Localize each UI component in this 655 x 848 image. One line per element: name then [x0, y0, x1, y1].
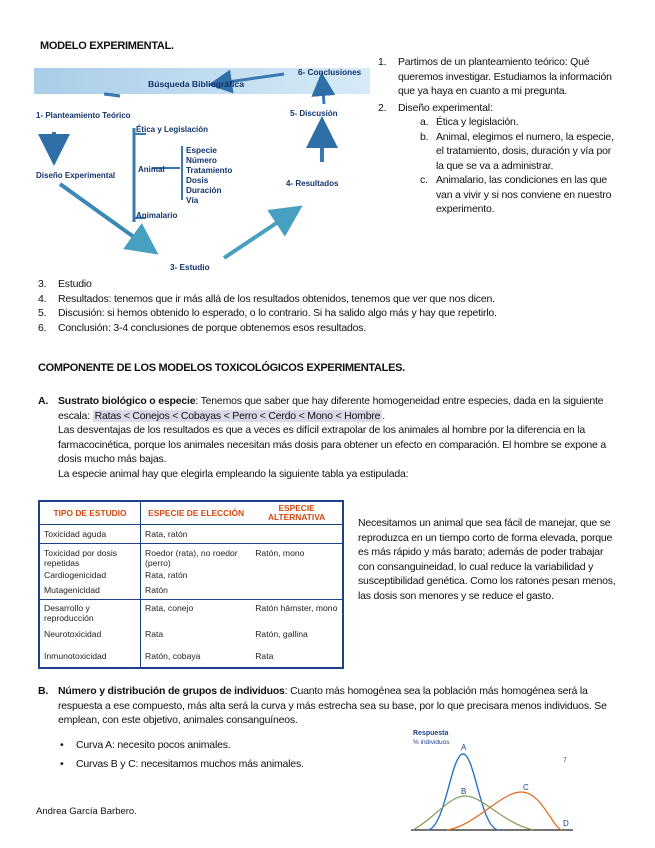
table-header-row	[39, 501, 343, 525]
label-animalario: Animalario	[136, 211, 178, 220]
arrow-from-estudio	[224, 210, 296, 258]
table-cell: Cardiogenicidad	[39, 568, 141, 582]
attr-duracion: Duración	[186, 186, 222, 195]
curve-label-d: D	[563, 819, 569, 828]
bullet-list	[60, 738, 380, 771]
section-letter: A.	[38, 395, 49, 407]
list-number: 2.	[378, 101, 387, 114]
scale-end: .	[382, 409, 385, 422]
table-row	[39, 582, 343, 600]
bullet-item	[60, 738, 380, 753]
table-row	[39, 544, 343, 569]
sub-text: Ética y legislación.	[436, 116, 519, 128]
step-number: 3.	[38, 278, 47, 290]
table-cell	[251, 525, 343, 544]
section-letter: B.	[38, 685, 49, 697]
step-text: Resultados: tenemos que ir más allá de los resultados obtenidos, tenemos que ver que nos dicen.	[58, 292, 495, 305]
list-text: Partimos de un planteamiento teórico: Qué queremos investigar. Estudiamos la información que ya haya en cuanto a mi pregunta.	[398, 56, 612, 97]
step-number: 5.	[38, 307, 47, 319]
step-item	[38, 277, 628, 292]
label-etica: Ética y Legislación	[136, 125, 209, 134]
label-discusion: 5- Discusión	[290, 109, 338, 118]
title-components: COMPONENTE DE LOS MODELOS TOXICOLÓGICOS EXPERIMENTALES.	[38, 362, 405, 374]
table-cell	[251, 582, 343, 600]
section-a-heading: Sustrato biológico o especie	[58, 395, 196, 407]
curve-ylabel-2: % individuos	[413, 739, 450, 746]
table-row	[39, 525, 343, 544]
attr-tratamiento: Tratamiento	[186, 166, 233, 175]
table-cell: Ratón	[141, 582, 252, 600]
step-item	[38, 306, 628, 321]
right-list	[378, 55, 618, 217]
species-scale: Ratas < Conejos < Cobayas < Perro < Cerdo < Mono < Hombre	[94, 409, 381, 422]
section-b-text: : Cuanto más homogénea sea la población más homogénea será la respuesta a ese compuesto, más alta será la curva y más estrecha sea su base, por lo que precisara menos individuos. Se emplean, con este objetivo, animales consanguíneos.	[58, 685, 607, 726]
section-a-para3: La especie animal hay que elegirla empleando la siguiente tabla ya estipulada:	[58, 467, 409, 480]
experimental-model-diagram	[34, 62, 370, 280]
attr-dosis: Dosis	[186, 176, 209, 185]
curve-label-a: A	[461, 743, 467, 752]
distribution-curves	[405, 726, 585, 836]
header-tipo: TIPO DE ESTUDIO	[39, 501, 141, 525]
curve-label-b: B	[461, 787, 467, 796]
sub-letter: b.	[420, 130, 429, 143]
section-a-intro: : Tenemos que saber que hay diferente homogeneidad entre especies, dada en la siguiente escala:	[58, 395, 604, 422]
attr-especie: Especie	[186, 146, 217, 155]
section-a-para2: Las desventajas de los resultados es que a veces es difícil extrapolar de los animales al hombre por la diferencia en la farmacocinética, porque los animales necesitan más dosis para obtener un efecto en comparación. El hombre se expone a dosis mucho más bajas.	[58, 424, 607, 465]
table-cell: Rata, conejo	[145, 603, 194, 613]
sub-item	[378, 173, 618, 217]
sub-text: Animalario, las condiciones en las que van a vivir y si nos conviene en nuestro experimento.	[436, 174, 612, 215]
label-animal: Animal	[138, 165, 165, 174]
table-cell: Ratón, mono	[255, 548, 305, 558]
step-text: Conclusión: 3-4 conclusiones de porque obtenemos esos resultados.	[58, 321, 367, 334]
label-conclusiones: 6- Conclusiones	[298, 68, 362, 77]
label-resultados: 4- Resultados	[286, 179, 339, 188]
label-estudio: 3- Estudio	[170, 263, 210, 272]
table-cell: Inmunotoxicidad	[39, 645, 141, 668]
section-b-heading: Número y distribución de grupos de individuos	[58, 685, 285, 697]
sub-letter: a.	[420, 116, 429, 128]
table-cell: Rata	[255, 651, 274, 661]
table-cell: Neurotoxicidad	[39, 623, 141, 645]
table-row	[39, 645, 343, 668]
bullet-text: Curva A: necesito pocos animales.	[76, 739, 231, 751]
author: Andrea García Barbero.	[36, 806, 137, 817]
table-cell: Ratón, gallina	[255, 629, 308, 639]
attr-via: Vía	[186, 196, 199, 205]
table-cell: Toxicidad por dosis repetidas	[39, 544, 141, 569]
sub-text: Animal, elegimos el numero, la especie, el tratamiento, dosis, duración y vía por la que se va a administrar.	[436, 130, 614, 172]
curve-c	[447, 792, 561, 830]
table-cell: Toxicidad aguda	[39, 525, 141, 544]
section-a	[38, 394, 628, 481]
list-item	[378, 101, 618, 116]
steps-list	[38, 277, 628, 335]
table-row	[39, 568, 343, 582]
list-text: Diseño experimental:	[398, 101, 493, 114]
step-text: Discusión: si hemos obtenido lo esperado, o lo contrario. Si ha salido algo más y hay que repetirlo.	[58, 307, 497, 319]
table-cell: Mutagenicidad	[39, 582, 141, 600]
list-number: 1.	[378, 56, 387, 68]
table-side-text: Necesitamos un animal que sea fácil de manejar, que se reproduzca en un tiempo corto de forma elevada, porque es más rápido y más barato; además de poder trabajar con consanguineidad, lo cual reduce la variabilidad y susceptibilidad genética. Como los ratones pesan menos, las dosis son menores y se reduce el gasto.	[358, 517, 616, 602]
table-cell: Ratón hámster, mono	[255, 603, 338, 613]
step-text: Estudio	[58, 278, 92, 290]
bullet-item	[60, 757, 380, 772]
step-item	[38, 321, 628, 336]
list-item	[378, 55, 618, 99]
bullet-text: Curvas B y C: necesitamos muchos más animales.	[76, 757, 304, 770]
title-model: MODELO EXPERIMENTAL.	[40, 40, 174, 52]
table-cell: Ratón, cobaya	[145, 651, 201, 661]
bullet-dot: •	[60, 739, 64, 751]
sub-item	[378, 115, 618, 130]
curve-b	[413, 796, 533, 830]
step-number: 6.	[38, 321, 47, 334]
table-cell: Desarrollo y reproducción	[39, 600, 141, 624]
label-planteamiento: 1- Planteamiento Teórico	[36, 111, 131, 120]
table-cell: Rata, ratón	[141, 525, 252, 544]
step-item	[38, 292, 628, 307]
table-cell: Roedor (rata), no roedor (perro)	[145, 548, 238, 568]
curve-label-c: C	[523, 783, 529, 792]
table-cell: Rata, ratón	[145, 570, 188, 580]
bullet-dot: •	[60, 757, 64, 770]
attr-numero: Número	[186, 156, 217, 165]
table-cell: Rata	[145, 629, 164, 639]
table-row	[39, 623, 343, 645]
species-table	[38, 500, 344, 669]
header-eleccion: ESPECIE DE ELECCIÓN	[141, 501, 252, 525]
label-diseno: Diseño Experimental	[36, 171, 116, 180]
header-alternativa: ESPECIE ALTERNATIVA	[251, 501, 343, 525]
arrow-busqueda	[104, 94, 120, 96]
sub-letter: c.	[420, 174, 428, 186]
arrow-discusion	[322, 78, 324, 104]
table-cell	[251, 568, 343, 582]
label-busqueda: Búsqueda Bibliográfica	[148, 79, 244, 89]
section-b	[38, 684, 628, 728]
sub-item	[378, 130, 618, 174]
curve-ylabel-1: Respuesta	[413, 730, 449, 737]
table-row	[39, 600, 343, 624]
step-number: 4.	[38, 292, 47, 305]
curve-mark: 7	[563, 757, 567, 764]
